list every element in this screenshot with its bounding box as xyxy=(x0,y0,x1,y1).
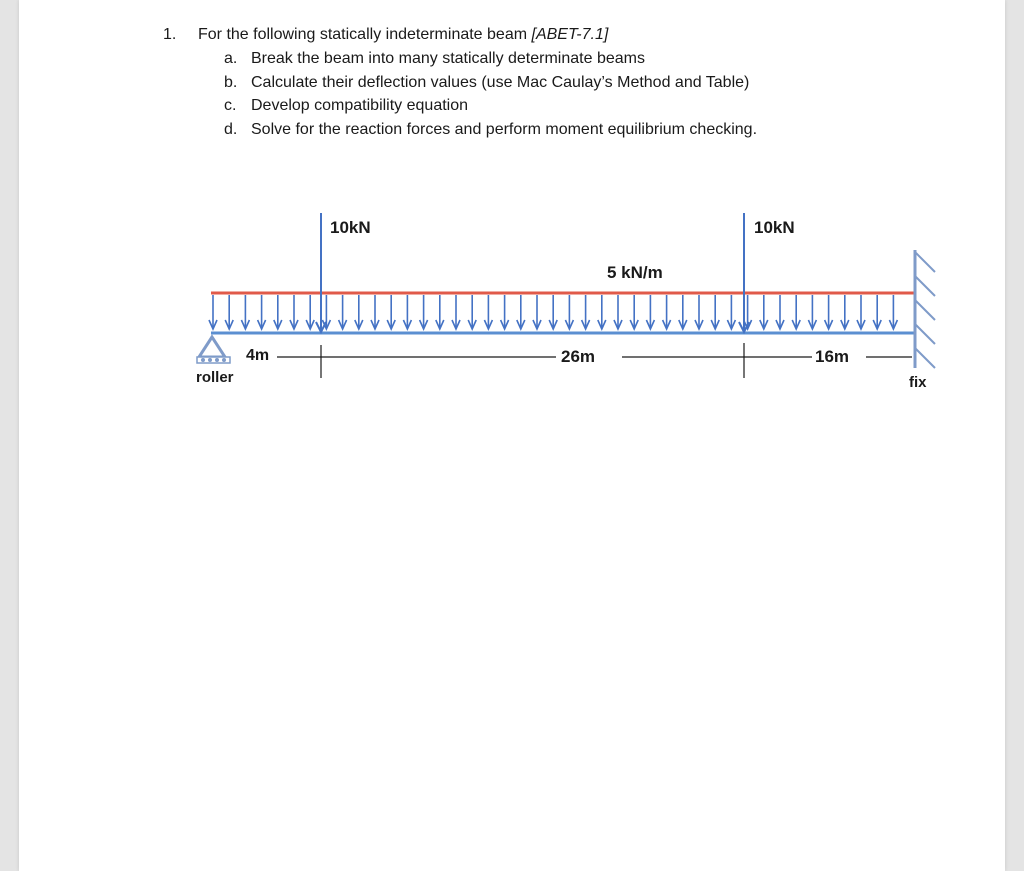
udl-arrow xyxy=(727,295,735,329)
udl-arrow xyxy=(873,295,881,329)
udl-arrow xyxy=(436,295,444,329)
udl-arrow xyxy=(501,295,509,329)
point-load-2-label: 10kN xyxy=(754,218,795,237)
roller-wheel xyxy=(208,358,212,362)
udl-arrow xyxy=(760,295,768,329)
fixed-hatch xyxy=(915,348,935,368)
udl-arrow xyxy=(533,295,541,329)
udl-arrow xyxy=(274,295,282,329)
udl-arrow xyxy=(468,295,476,329)
udl-arrow xyxy=(371,295,379,329)
udl-arrow xyxy=(290,295,298,329)
udl-arrow xyxy=(857,295,865,329)
fixed-hatch xyxy=(915,300,935,320)
udl-arrow xyxy=(614,295,622,329)
point-load-1 xyxy=(316,213,326,332)
span-3-label: 16m xyxy=(815,347,850,366)
span-2-label: 26m xyxy=(561,347,596,366)
sub-item-text: Calculate their deflection values (use Mac Caulay’s Method and Table) xyxy=(251,74,750,91)
question-title-text: For the following statically indeterminate beam xyxy=(198,26,532,43)
roller-triangle xyxy=(199,337,225,357)
fixed-support xyxy=(915,250,935,368)
udl-arrow xyxy=(825,295,833,329)
udl-arrow xyxy=(225,295,233,329)
udl-arrow xyxy=(339,295,347,329)
udl-arrow xyxy=(889,295,897,329)
udl-arrow xyxy=(241,295,249,329)
udl-arrow xyxy=(549,295,557,329)
roller-wheel xyxy=(201,358,205,362)
udl-arrow xyxy=(646,295,654,329)
udl-arrow xyxy=(792,295,800,329)
question-reference: [ABET-7.1] xyxy=(531,26,609,43)
udl-arrow xyxy=(403,295,411,329)
fixed-hatch xyxy=(915,252,935,272)
udl-arrow xyxy=(306,295,314,329)
udl-arrow xyxy=(598,295,606,329)
sub-item-text: Break the beam into many statically determinate beams xyxy=(251,50,645,67)
udl-arrow xyxy=(420,295,428,329)
span-1-label: 4m xyxy=(246,347,270,364)
udl-arrow xyxy=(630,295,638,329)
sub-item-letter: b. xyxy=(224,74,238,91)
fixed-hatch xyxy=(915,276,935,296)
roller-label: roller xyxy=(196,369,234,386)
udl-label: 5 kN/m xyxy=(607,263,663,282)
udl-arrow xyxy=(355,295,363,329)
point-load-1-label: 10kN xyxy=(330,218,371,237)
udl-arrow xyxy=(663,295,671,329)
udl-arrow xyxy=(695,295,703,329)
sub-item-text: Develop compatibility equation xyxy=(251,97,469,114)
sub-item-letter: d. xyxy=(224,121,238,138)
udl-arrow xyxy=(258,295,266,329)
udl-arrow xyxy=(679,295,687,329)
udl xyxy=(209,293,915,329)
roller-support xyxy=(197,337,230,363)
sub-item-letter: c. xyxy=(224,97,237,114)
udl-arrow xyxy=(808,295,816,329)
udl-arrow xyxy=(209,295,217,329)
udl-arrow xyxy=(322,295,330,329)
udl-arrows xyxy=(209,295,897,329)
udl-arrow xyxy=(841,295,849,329)
sub-item-text: Solve for the reaction forces and perform moment equilibrium checking. xyxy=(251,121,758,138)
fixed-hatch xyxy=(915,324,935,344)
roller-wheel xyxy=(222,358,226,362)
udl-arrow xyxy=(452,295,460,329)
udl-arrow xyxy=(484,295,492,329)
fix-label: fix xyxy=(909,374,927,391)
udl-arrow xyxy=(711,295,719,329)
udl-arrow xyxy=(565,295,573,329)
sub-item-letter: a. xyxy=(224,50,238,67)
udl-arrow xyxy=(582,295,590,329)
udl-arrow xyxy=(776,295,784,329)
roller-wheel xyxy=(215,358,219,362)
udl-arrow xyxy=(517,295,525,329)
udl-arrow xyxy=(387,295,395,329)
question-number: 1. xyxy=(163,26,177,43)
